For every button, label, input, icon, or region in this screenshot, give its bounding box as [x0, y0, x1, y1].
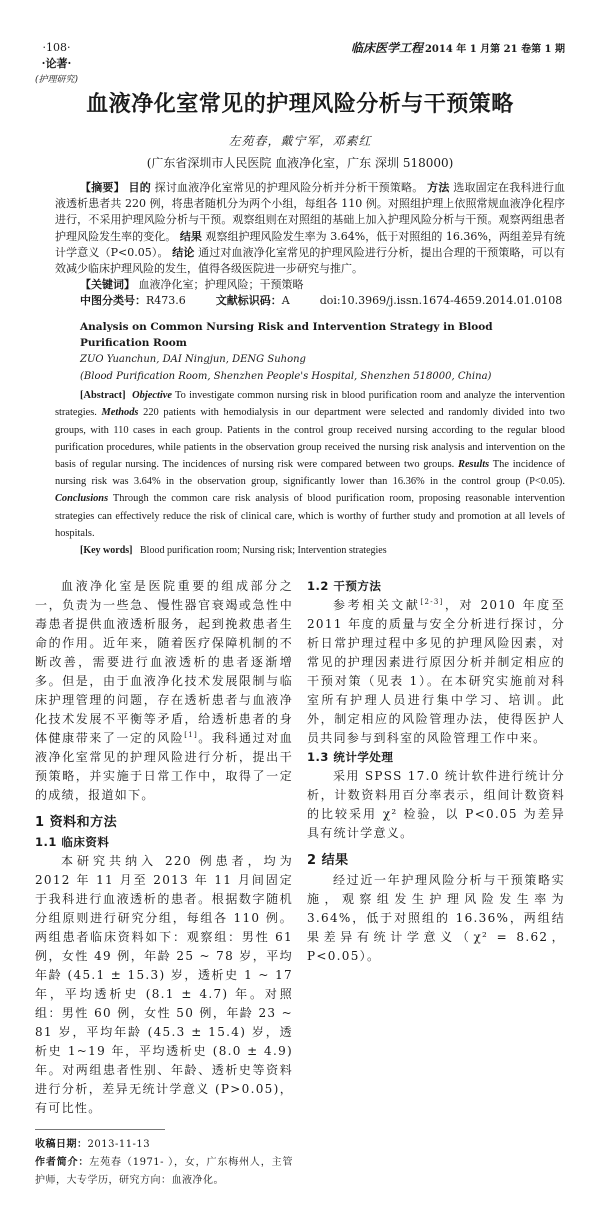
en-keywords-text: Blood purification room; Nursing risk; Intervention strategies	[140, 545, 387, 557]
intervention-text-a: 参考相关文献	[333, 598, 421, 613]
methods-text: 选取固定在我科进行血液透析患者共 220 例，将患者随机分为两个小组，每组各 110 例。对照组护理上依照常规血液净化程序进行，不采用护理风险分析与干预。观察组则在对照组的基础上加入护理风险分析与干预。观察两组患者护理风险发生率的变化。	[55, 181, 566, 243]
chinese-keywords	[80, 277, 565, 293]
section-label: ·论著·	[41, 57, 72, 70]
intervention-text-b: ，对 2010 年度至 2011 年度的质量与安全分析进行探讨，分析日常护理过程中多见的护理风险因素，对常见的护理因素进行原因分析并制定相应的干预对策（见表 1）。在本研究实施前对科室所有护理人员进行集中学习、培训。此外，制定相应的风险管理办法，使得医护人员共同参与到科室的风险管理工作中来。	[307, 598, 566, 746]
footnote-divider	[35, 1129, 165, 1130]
en-methods-text: 220 patients with hemodialysis in our department were selected and randomly divided into two groups, with 110 cases in each group. Patients in the control group received nursing according to the regular blood purification procedures, while patients in the observation group received the nursing risk analysis and intervention on the basis of regular nursing. The incidences of nursing risk were compared between two groups.	[55, 407, 565, 471]
en-objective-text: To investigate common nursing risk in blood purification room and analyze the intervention strategies.	[55, 390, 566, 419]
heading-methods: 1 资料和方法	[35, 815, 118, 831]
clinical-data-paragraph: 本研究共纳入 220 例患者，均为 2012 年 11 月至 2013 年 11 月间固定于我科进行血液透析的患者。根据数字随机分组原则进行研究分组，每组各 110 例。两组患者临床资料如下：观察组：男性 61 例，女性 49 例，年龄 25 ~ 78 岁，平均年龄 (45.1 ± 15.3) 岁，透析史 1 ~ 17 年，平均透析史 (8.1 ± 4.7) 年。对照组：男性 60 例，女性 50 例，年龄 23 ~ 81 岁，平均年龄 (45.3 ± 15.4) 岁，透析史 1~19 年，平均透析史 (8.0 ± 4.9) 年。对两组患者性别、年龄、透析史等资料进行分析，差异无统计学意义 (P>0.05)，有可比性。	[35, 854, 293, 1116]
heading-statistics: 1.3 统计学处理	[307, 750, 394, 765]
intro-text: 血液净化室是医院重要的组成部分之一，负责为一些急、慢性器官衰竭或急性中毒患者提供血液透析服务，起到挽救患者生命的作用。近年来，随着医疗保障机制的不断改善，需要进行血液透析的患者逐渐增多。但是，由于血液净化技术发展限制与临床护理管理的问题，存在透析患者与血液净化技术发展不平衡等矛盾，给透析患者的身体健康带来了一定的风险	[35, 579, 293, 746]
en-abstract-label: [Abstract]	[80, 390, 126, 402]
journal-issue: 2014 年 1 月第 21 卷第 1 期	[424, 44, 565, 55]
english-keywords	[80, 542, 565, 559]
body-column-right	[307, 577, 565, 1190]
body-columns	[35, 577, 565, 1190]
en-methods-label: Methods	[101, 407, 139, 419]
clc-label: 中图分类号：	[80, 294, 146, 308]
intro-paragraph	[35, 577, 293, 805]
article-affiliation: (广东省深圳市人民医院 血液净化室，广东 深圳 518000)	[146, 156, 454, 170]
english-title: Analysis on Common Nursing Risk and Intervention Strategy in Blood Purification Room	[80, 321, 493, 350]
clc-value: R473.6	[146, 294, 186, 308]
en-objective-label: Objective	[132, 390, 172, 402]
received-label: 收稿日期：	[35, 1139, 88, 1151]
classification-line	[80, 293, 565, 309]
objective-label: 目的	[128, 181, 151, 194]
citation: [1]	[184, 731, 199, 740]
intro-text-end: 。我科通过对血液净化室常见的护理风险进行分析，提出干预策略，并实施于日常工作中，取得了一定的成绩，报道如下。	[35, 731, 293, 803]
heading-intervention: 1.2 干预方法	[307, 579, 382, 594]
page-header-left	[35, 40, 78, 88]
doc-code-label: 文献标识码：	[215, 294, 282, 308]
english-abstract	[55, 387, 565, 542]
journal-header	[351, 40, 565, 58]
methods-label: 方法	[427, 181, 450, 194]
results-paragraph: 经过近一年护理风险分析与干预策略实施，观察组发生护理风险发生率为 3.64%，低于对照组的 16.36%，两组结果差异有统计学意义（χ² = 8.62，P<0.05）。	[307, 873, 565, 964]
page-header	[35, 40, 565, 88]
en-results-text: The incidence of nursing risk was 3.64% in the observation group, significantly lower than 16.36% in the control group (P<0.05).	[55, 459, 565, 488]
heading-results: 2 结果	[307, 853, 349, 869]
english-affiliation: (Blood Purification Room, Shenzhen People's Hospital, Shenzhen 518000, China)	[80, 371, 492, 383]
keywords-text: 血液净化室；护理风险；干预策略	[138, 278, 304, 292]
objective-text: 探讨血液净化室常见的护理风险分析并分析干预策略。	[154, 181, 424, 194]
abstract-label: 【摘要】	[80, 181, 125, 194]
results-label: 结果	[179, 229, 202, 243]
statistics-paragraph: 采用 SPSS 17.0 统计软件进行统计分析，计数资料用百分率表示，组间计数资料的比较采用 χ² 检验，以 P<0.05 为差异具有统计学意义。	[307, 769, 565, 841]
keywords-label: 【关键词】	[80, 278, 135, 292]
article-title: 血液净化室常见的护理风险分析与干预策略	[86, 91, 514, 117]
article-authors: 左苑春，戴宁军，邓素红	[228, 134, 372, 148]
bio-label: 作者简介：	[35, 1157, 90, 1169]
intervention-paragraph	[307, 596, 565, 748]
received-date	[35, 1136, 293, 1154]
body-column-left	[35, 577, 293, 1190]
author-bio	[35, 1154, 293, 1190]
doi: doi:10.3969/j.issn.1674-4659.2014.01.0108	[319, 294, 563, 308]
english-authors: ZUO Yuanchun, DAI Ningjun, DENG Suhong	[80, 354, 306, 366]
subsection-label: (护理研究)	[35, 75, 79, 85]
conclusion-text: 通过对血液净化室常见的护理风险进行分析，提出合理的干预策略，可以有效减少临床护理风险的发生，值得各级医院进一步研究与推广。	[55, 245, 566, 276]
heading-clinical-data: 1.1 临床资料	[35, 835, 110, 850]
chinese-abstract	[55, 180, 565, 277]
results-text: 观察组护理风险发生率为 3.64%，低于对照组的 16.36%，两组差异有统计学意义（P<0.05）。	[55, 229, 566, 259]
page-number: ·108·	[42, 41, 71, 54]
journal-logo: 临床医学工程	[350, 41, 423, 55]
conclusion-label: 结论	[172, 245, 195, 259]
received-value: 2013-11-13	[87, 1139, 151, 1151]
en-keywords-label: [Key words]	[80, 545, 133, 557]
en-conclusions-label: Conclusions	[55, 493, 109, 505]
doc-code-value: A	[281, 294, 290, 308]
bio-text: 左苑春（1971- ），女，广东梅州人，主管护师，大专学历，研究方向：血液净化。	[35, 1157, 294, 1187]
citation: [2-3]	[420, 598, 444, 607]
en-results-label: Results	[458, 459, 490, 471]
en-conclusions-text: Through the common care risk analysis of blood purification room, proposing reasonable intervention strategies can effectively reduce the risk of clinical care, which is worthy of further study and promotion at all levels of hospitals.	[55, 493, 565, 539]
